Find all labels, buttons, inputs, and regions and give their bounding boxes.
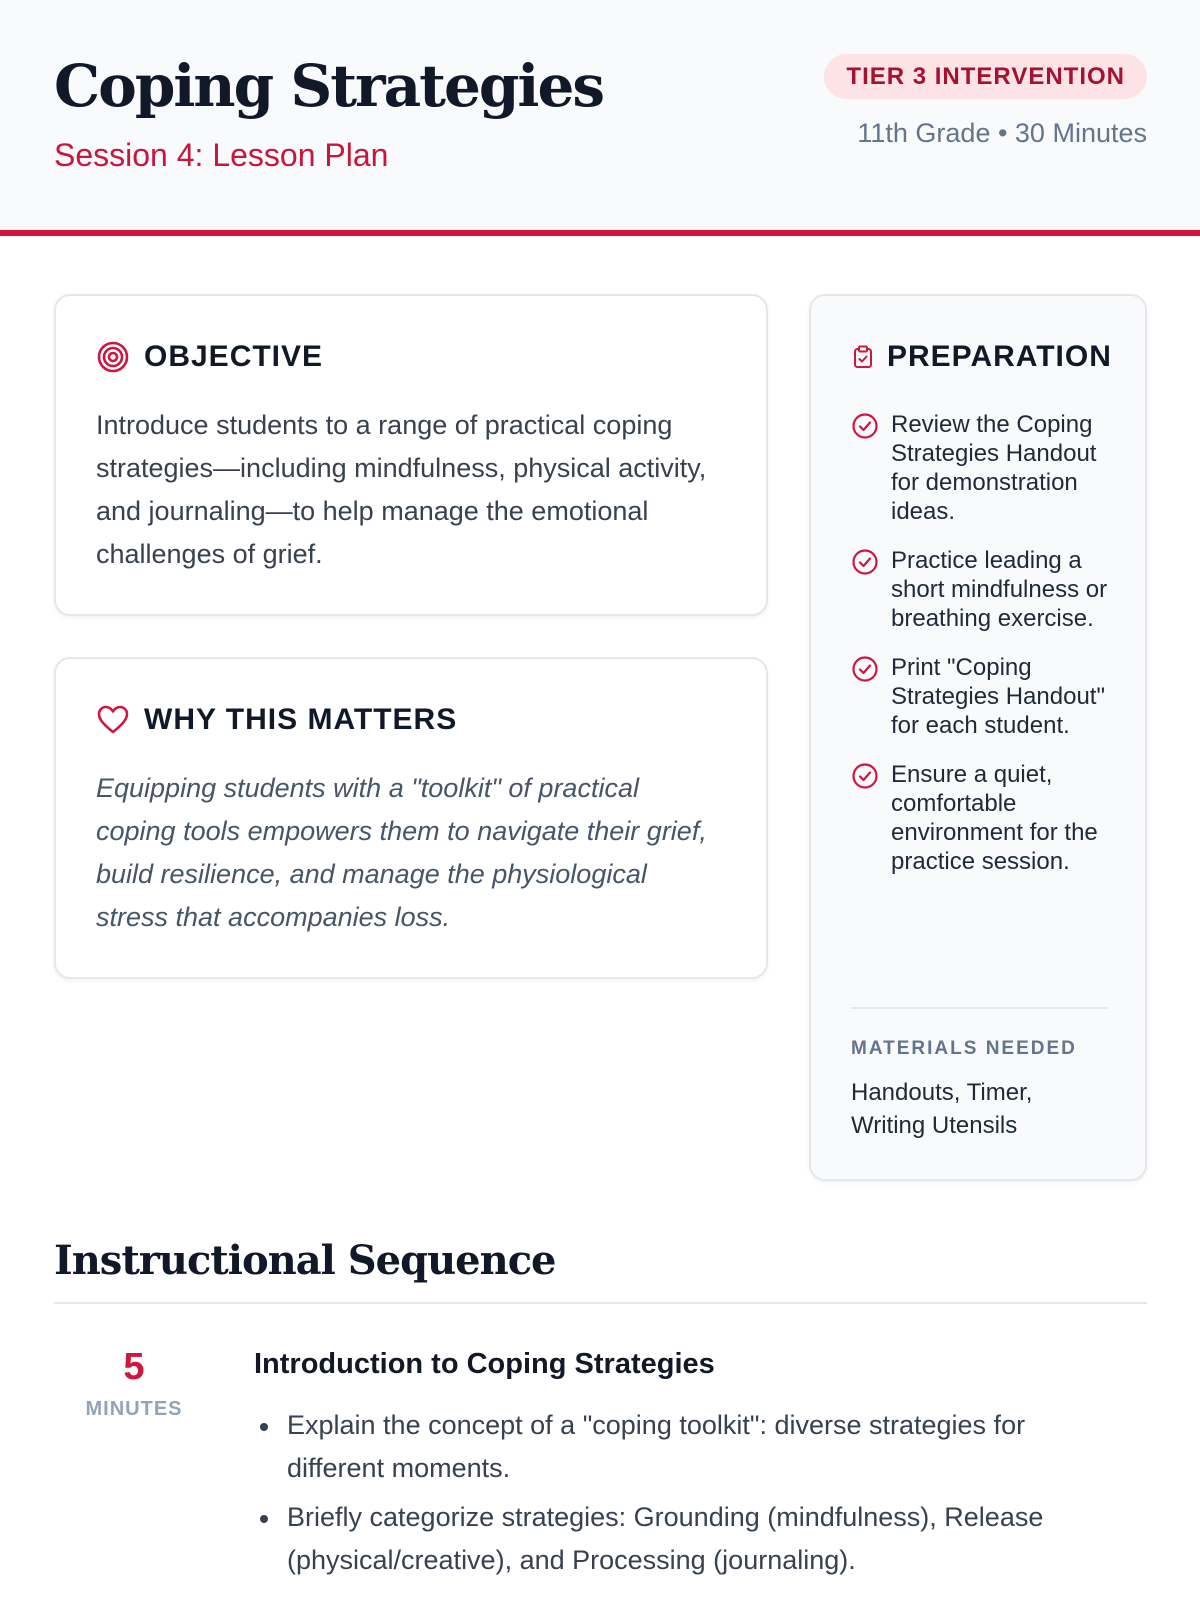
objective-header [96,340,323,374]
clipboard-icon [851,345,875,369]
list-item [851,546,1111,633]
materials-value: Handouts, Timer, Writing Utensils [851,1079,1033,1139]
objective-card [54,294,768,616]
list-item [851,410,1111,526]
preparation-item-text: Practice leading a short mindfulness or breathing exercise. [891,547,1108,632]
check-circle-icon [851,412,879,440]
page-title: Coping Strategies [54,52,604,120]
tier-badge: TIER 3 INTERVENTION [824,54,1147,99]
list-item: Briefly categorize strategies: Grounding (mindfulness), Release (physical/creative), and Processing (journaling). [254,1496,1114,1582]
grade-duration-meta: 11th Grade • 30 Minutes [857,118,1147,148]
check-circle-icon [851,548,879,576]
step-duration-number: 5 [123,1346,145,1388]
step-duration-unit: MINUTES [85,1398,183,1420]
preparation-item-text: Print "Coping Strategies Handout" for each student. [891,654,1105,739]
preparation-card [809,294,1147,1181]
why-text: Equipping students with a "toolkit" of practical coping tools empowers them to navigate their grief, build resilience, and manage the physiological stress that accompanies loss. [96,773,707,932]
objective-text: Introduce students to a range of practical coping strategies—including mindfulness, physical activity, and journaling—to help manage the emotional challenges of grief. [96,410,707,569]
check-circle-icon [851,655,879,683]
section-title-instructional-sequence: Instructional Sequence [54,1237,556,1284]
page-subtitle: Session 4: Lesson Plan [54,137,389,173]
step-title: Introduction to Coping Strategies [254,1348,715,1380]
why-heading: WHY THIS MATTERS [144,703,458,736]
page-header [0,0,1200,236]
target-icon [96,340,130,374]
list-item [851,653,1111,740]
why-this-matters-card [54,657,768,979]
heart-icon [96,703,130,737]
preparation-heading: PREPARATION [887,340,1112,373]
list-item: Explain the concept of a "coping toolkit": diverse strategies for different moments. [254,1404,1114,1490]
preparation-item-text: Review the Coping Strategies Handout for demonstration ideas. [891,411,1097,525]
objective-heading: OBJECTIVE [144,340,324,373]
materials-divider [851,1007,1107,1009]
preparation-list [851,410,1111,896]
section-divider [54,1302,1147,1304]
list-item [851,760,1111,876]
preparation-item-text: Ensure a quiet, comfortable environment for the practice session. [891,761,1098,875]
materials-label: MATERIALS NEEDED [851,1038,1077,1059]
preparation-header [851,340,1112,374]
check-circle-icon [851,762,879,790]
step-bullet-list [254,1404,1114,1588]
why-header [96,703,457,737]
